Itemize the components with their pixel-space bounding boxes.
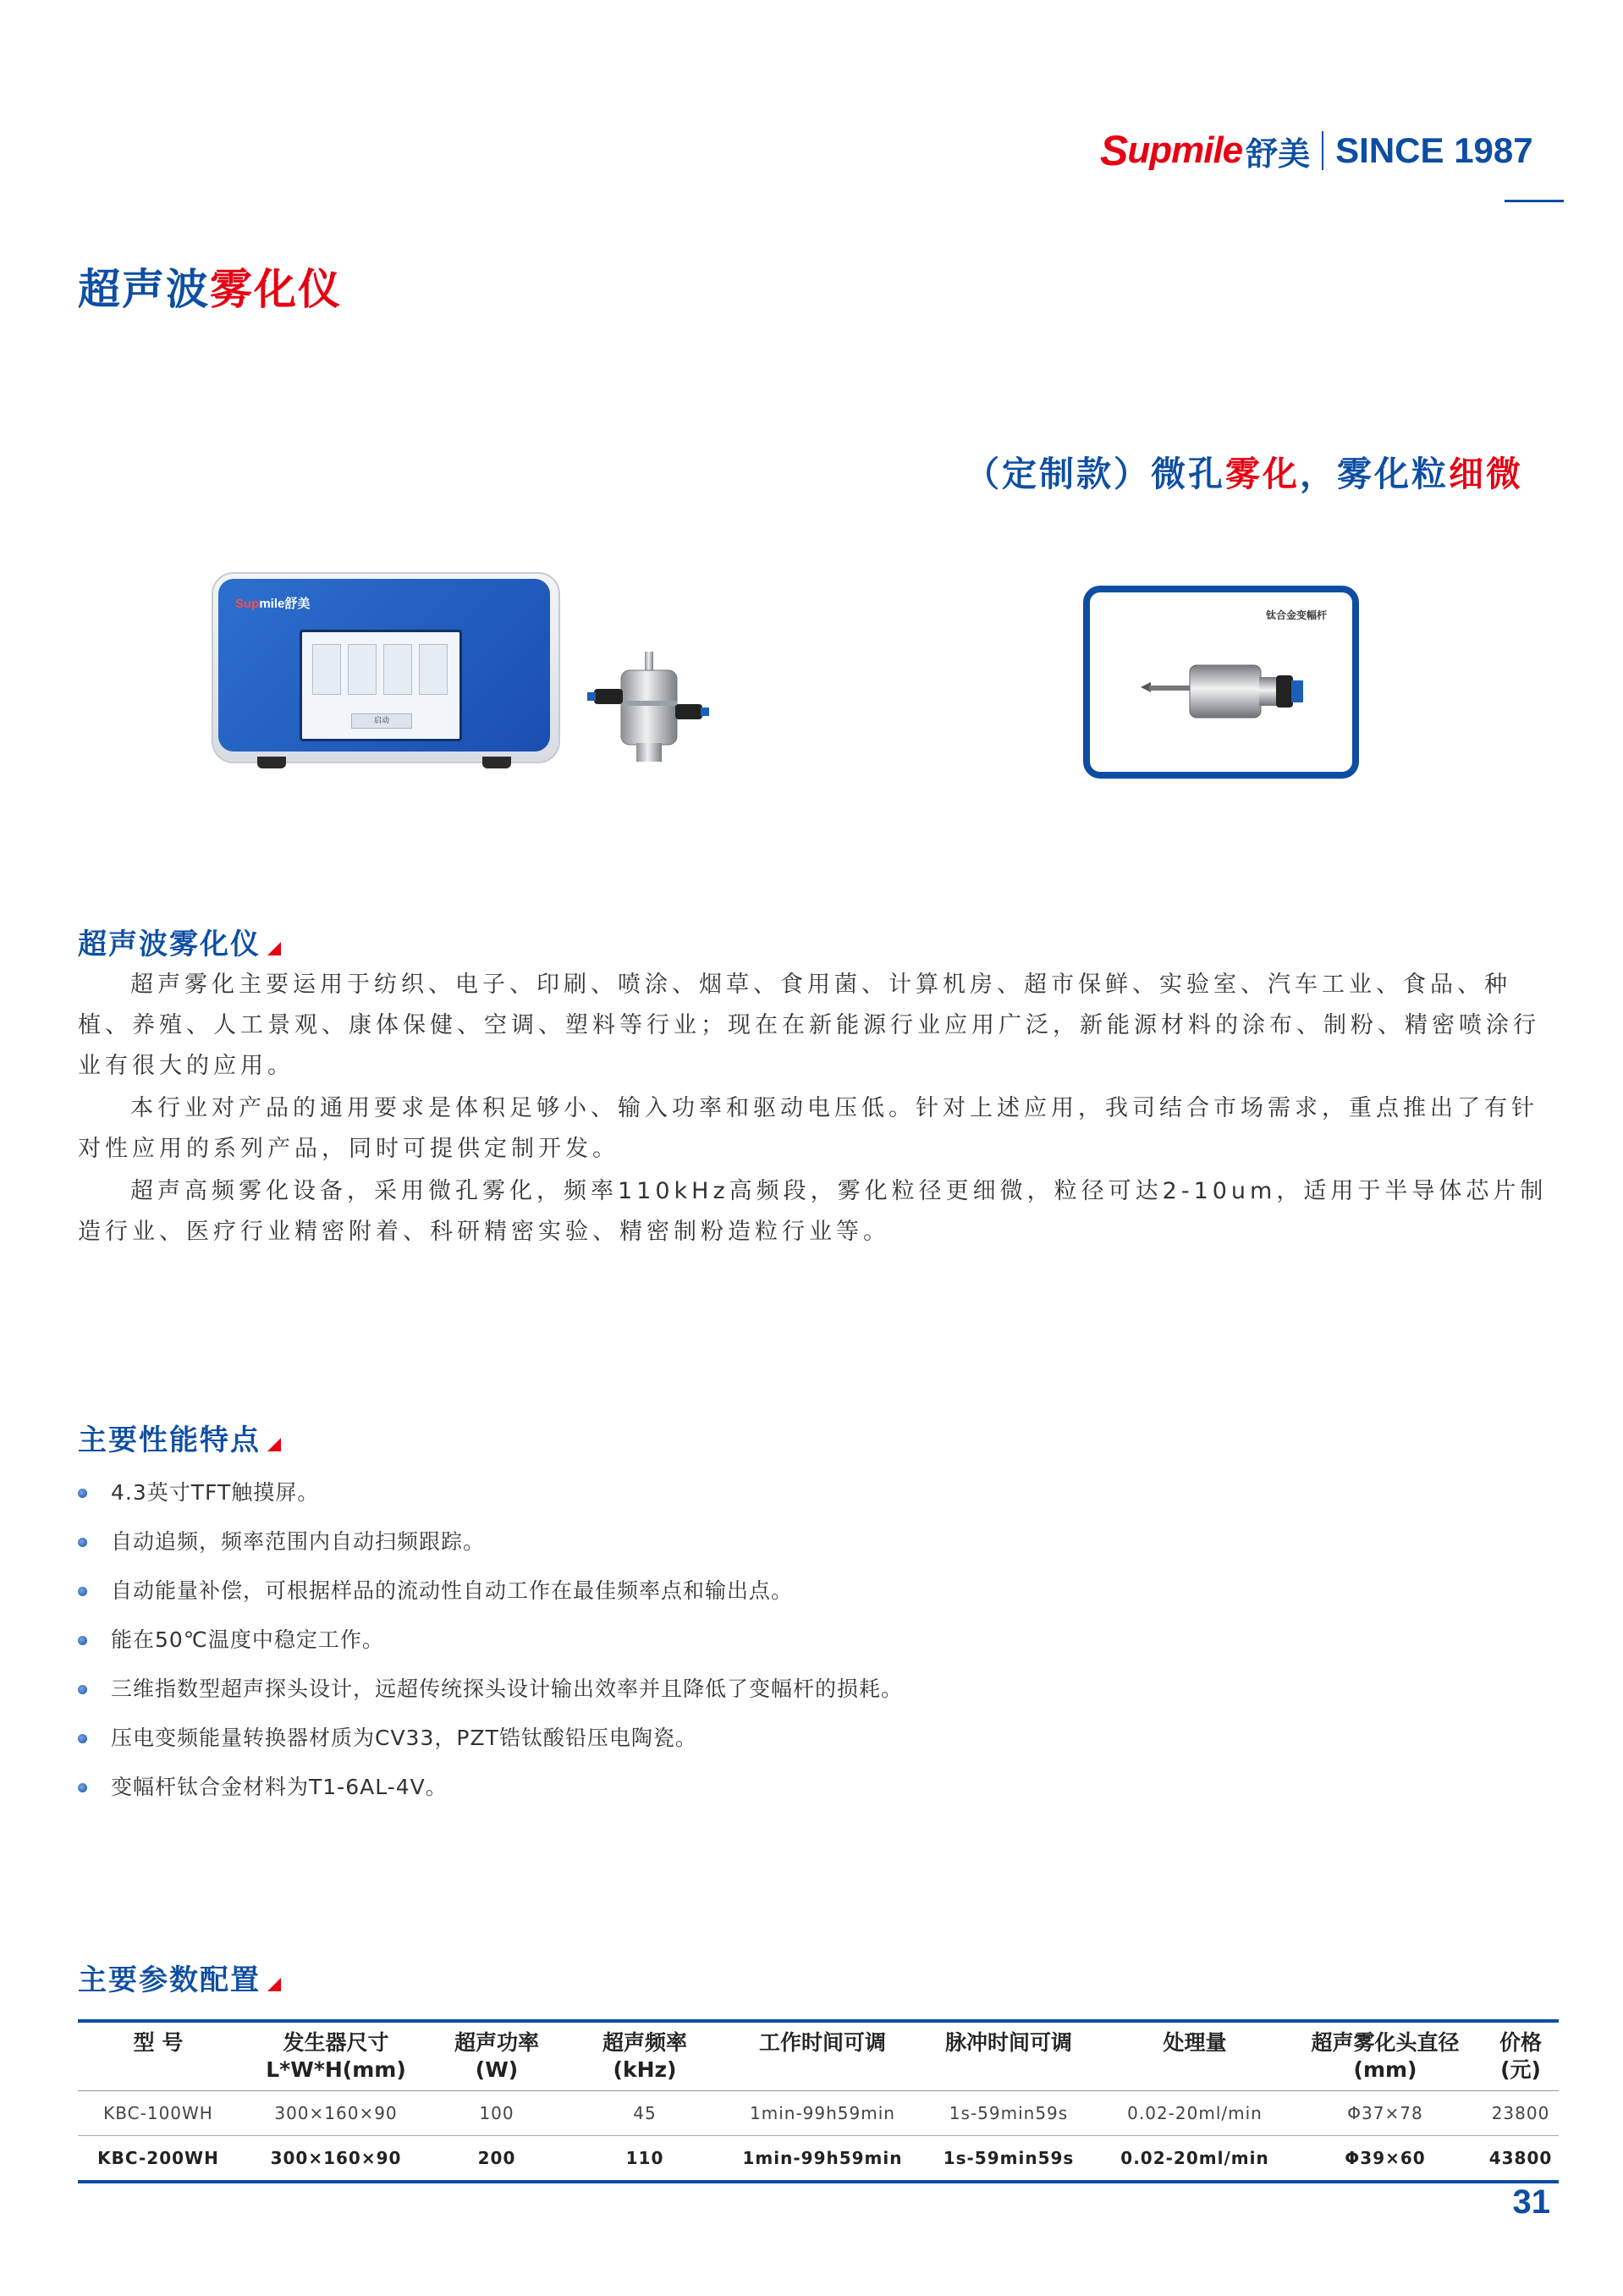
transducer-image (587, 652, 714, 774)
slogan-part1: （定制款）微孔 (965, 454, 1225, 494)
screen-tile (419, 644, 448, 695)
header-underline (1505, 200, 1564, 202)
intro-paragraph-1: 超声雾化主要运用于纺织、电子、印刷、喷涂、烟草、食用菌、计算机房、超市保鲜、实验室、汽车工业、食品、种植、养殖、人工景观、康体保健、空调、塑料等行业；现在在新能源行业应用广泛，新能源材料的涂布、制粉、精密喷涂行业有很大的应用。 (78, 972, 1540, 1079)
product-slogan (965, 446, 1523, 496)
feature-item: 自动能量补偿，可根据样品的流动性自动工作在最佳频率点和输出点。 (78, 1574, 793, 1605)
intro-paragraph-2: 本行业对产品的通用要求是体积足够小、输入功率和驱动电压低。针对上述应用，我司结合市场需求，重点推出了有针对性应用的系列产品，同时可提供定制开发。 (78, 1095, 1538, 1162)
slogan-part2: 雾化 (1225, 454, 1300, 494)
heading-triangle-icon (267, 942, 281, 955)
feature-item: 4.3英寸TFT触摸屏。 (78, 1476, 319, 1506)
bullet-icon (78, 1734, 87, 1743)
header-model: 型 号 (78, 2021, 239, 2091)
bullet-icon (78, 1685, 87, 1694)
heading-triangle-icon (267, 1978, 281, 1991)
bullet-icon (78, 1587, 87, 1596)
section-heading-features: 主要性能特点 (78, 1417, 281, 1458)
feature-item: 自动追频，频率范围内自动扫频跟踪。 (78, 1525, 485, 1555)
screen-tile (383, 644, 412, 695)
logo-divider (1322, 131, 1323, 170)
header-work-time: 工作时间可调 (729, 2021, 916, 2091)
device-logo: Supmile舒美 (235, 597, 311, 611)
brand-logo-s: S (1100, 127, 1128, 174)
page-title-part1: 超声波 (78, 265, 210, 314)
table-row: KBC-200WH 300×160×90 200 110 1min-99h59min 1s-59min59s 0.02-20ml/min Φ39×60 43800 (78, 2136, 1559, 2183)
titanium-horn-image (1141, 660, 1310, 728)
section-heading-params: 主要参数配置 (78, 1957, 281, 1998)
page-title (78, 256, 342, 317)
bullet-icon (78, 1636, 87, 1645)
header-size: 发生器尺寸 L*W*H(mm) (239, 2021, 433, 2091)
device-foot (257, 757, 286, 768)
device-touchscreen (300, 630, 462, 741)
spec-table (78, 2019, 1559, 2183)
bullet-icon (78, 1538, 87, 1547)
screen-tile (348, 644, 377, 695)
screen-start-button: 启动 (351, 713, 412, 729)
header-head-diameter: 超声雾化头直径 (mm) (1288, 2021, 1483, 2091)
titanium-horn-photo (1083, 586, 1359, 779)
slogan-part3: ，雾化粒 (1300, 454, 1449, 494)
titanium-horn-label: 钛合金变幅杆 (1265, 609, 1327, 621)
feature-item: 能在50℃温度中稳定工作。 (78, 1623, 384, 1654)
header-frequency: 超声频率 (kHz) (560, 2021, 729, 2091)
header-price: 价格 (元) (1483, 2021, 1559, 2091)
page-number: 31 (1512, 2183, 1550, 2221)
table-header-row (78, 2021, 1559, 2091)
brand-logo (1100, 125, 1533, 176)
header-power: 超声功率 (W) (433, 2021, 560, 2091)
header-throughput: 处理量 (1102, 2021, 1288, 2091)
slogan-part4: 细微 (1449, 454, 1523, 494)
brand-logo-cn: 舒美 (1246, 135, 1311, 173)
bullet-icon (78, 1783, 87, 1792)
feature-item: 变幅杆钛合金材料为T1-6AL-4V。 (78, 1770, 448, 1801)
page-title-part2: 雾化仪 (210, 265, 342, 314)
section-heading-intro: 超声波雾化仪 (78, 921, 281, 962)
screen-tile (312, 644, 341, 695)
header-pulse-time: 脉冲时间可调 (916, 2021, 1102, 2091)
device-foot (482, 757, 511, 768)
intro-paragraph-3: 超声高频雾化设备，采用微孔雾化，频率110kHz高频段，雾化粒径更细微，粒径可达2-10um，适用于半导体芯片制造行业、医疗行业精密附着、科研精密实验、精密制粉造粒行业等。 (78, 1178, 1548, 1245)
table-row: KBC-100WH 300×160×90 100 45 1min-99h59min 1s-59min59s 0.02-20ml/min Φ37×78 23800 (78, 2091, 1559, 2136)
bullet-icon (78, 1489, 87, 1498)
since-text: SINCE 1987 (1335, 130, 1533, 170)
feature-item: 三维指数型超声探头设计，远超传统探头设计输出效率并且降低了变幅杆的损耗。 (78, 1672, 903, 1703)
brand-logo-text: upmile (1127, 129, 1243, 171)
heading-triangle-icon (267, 1438, 281, 1451)
feature-item: 压电变频能量转换器材质为CV33，PZT锆钛酸铅压电陶瓷。 (78, 1721, 697, 1752)
generator-device-image (212, 572, 557, 767)
